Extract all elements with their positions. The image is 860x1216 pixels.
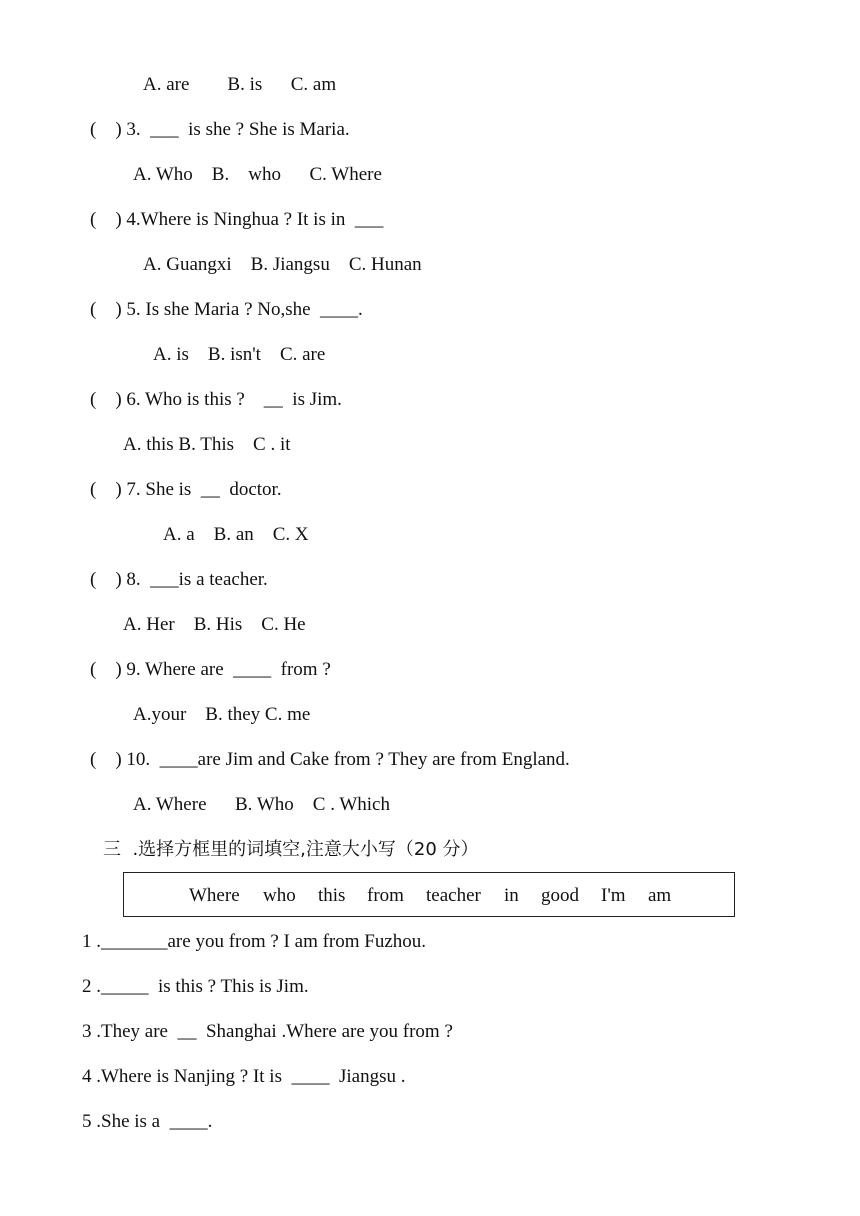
word-bank-item: who	[263, 885, 296, 906]
question-9: ( ) 9. Where are ____ from ?	[90, 659, 331, 680]
question-5: ( ) 5. Is she Maria ? No,she ____.	[90, 299, 363, 320]
question-6: ( ) 6. Who is this ? __ is Jim.	[90, 389, 342, 410]
word-bank-item: am	[648, 885, 672, 906]
word-bank-item: I'm	[601, 885, 626, 906]
word-bank-box	[123, 872, 735, 917]
word-bank-item: good	[541, 885, 579, 906]
q2-options: A. are B. is C. am	[143, 74, 337, 95]
section-3-title: 三 .选择方框里的词填空,注意大小写（20 分）	[103, 839, 479, 860]
q3-options: A. Who B. who C. Where	[133, 164, 382, 185]
q8-options: A. Her B. His C. He	[123, 614, 306, 635]
q7-options: A. a B. an C. X	[163, 524, 309, 545]
fill-blank-2: 2 ._____ is this ? This is Jim.	[82, 976, 309, 997]
word-bank-item: in	[504, 885, 519, 906]
question-8: ( ) 8. ___is a teacher.	[90, 569, 268, 590]
question-7: ( ) 7. She is __ doctor.	[90, 479, 282, 500]
fill-blank-1: 1 ._______are you from ? I am from Fuzhou.	[82, 931, 427, 952]
question-3: ( ) 3. ___ is she ? She is Maria.	[90, 119, 350, 140]
word-bank-item: teacher	[426, 885, 481, 906]
fill-blank-4: 4 .Where is Nanjing ? It is ____ Jiangsu .	[82, 1066, 406, 1087]
word-bank-item: Where	[189, 885, 240, 906]
question-4: ( ) 4.Where is Ninghua ? It is in ___	[90, 209, 384, 230]
q9-options: A.your B. they C. me	[133, 704, 311, 725]
q4-options: A. Guangxi B. Jiangsu C. Hunan	[143, 254, 422, 275]
word-bank-item: this	[318, 885, 346, 906]
fill-blank-5: 5 .She is a ____.	[82, 1111, 213, 1132]
q10-options: A. Where B. Who C . Which	[133, 794, 390, 815]
word-bank-item: from	[367, 885, 404, 906]
fill-blank-3: 3 .They are __ Shanghai .Where are you from ?	[82, 1021, 453, 1042]
q5-options: A. is B. isn't C. are	[153, 344, 326, 365]
question-10: ( ) 10. ____are Jim and Cake from ? They are from England.	[90, 749, 570, 770]
q6-options: A. this B. This C . it	[123, 434, 291, 455]
